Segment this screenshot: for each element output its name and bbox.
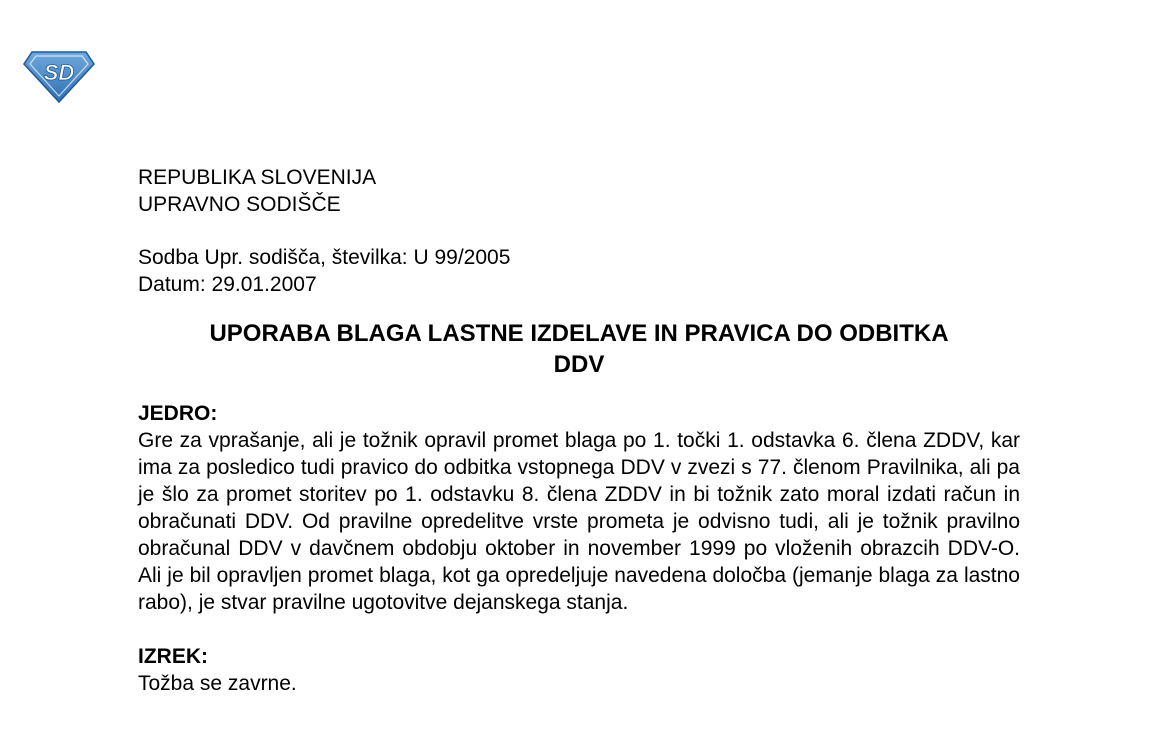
court-name: UPRAVNO SODIŠČE	[138, 193, 341, 216]
core-text: Gre za vprašanje, ali je tožnik opravil promet blaga po 1. točki 1. odstavka 6. člena ZDDV, kar ima za posledico tudi pravico do odbitka vstopnega DDV v zvezi s 77. členom Pravilnika, ali pa je šlo za promet storitev po 1. odstavku 8. člena ZDDV in bi tožnik zato moral izdati račun in obračunati DDV. Od pravilne opredelitve vrste prometa je odvisno tudi, ali je tožnik pravilno obračunal DDV v davčnem obdobju oktober in november 1999 po vloženih obrazcih DDV-O. Ali je bil opravljen promet blaga, kot ga opredeljuje navedena določba (jemanje blaga za lastno rabo), je stvar pravilne ugotovitve dejanskega stanja.	[138, 429, 1020, 614]
sd-logo-icon	[22, 50, 96, 104]
core-heading: JEDRO:	[138, 402, 218, 425]
document-body	[138, 164, 1020, 697]
svg-text:SD: SD	[43, 60, 75, 85]
ruling-text: Tožba se zavrne.	[138, 672, 297, 695]
document-title	[138, 318, 1020, 380]
case-number: Sodba Upr. sodišča, številka: U 99/2005	[138, 246, 511, 269]
ruling-heading: IZREK:	[138, 645, 208, 668]
title-line-1: UPORABA BLAGA LASTNE IZDELAVE IN PRAVICA DO ODBITKA	[209, 320, 949, 347]
country-name: REPUBLIKA SLOVENIJA	[138, 166, 377, 189]
title-line-2: DDV	[553, 351, 605, 378]
case-date: Datum: 29.01.2007	[138, 273, 317, 296]
